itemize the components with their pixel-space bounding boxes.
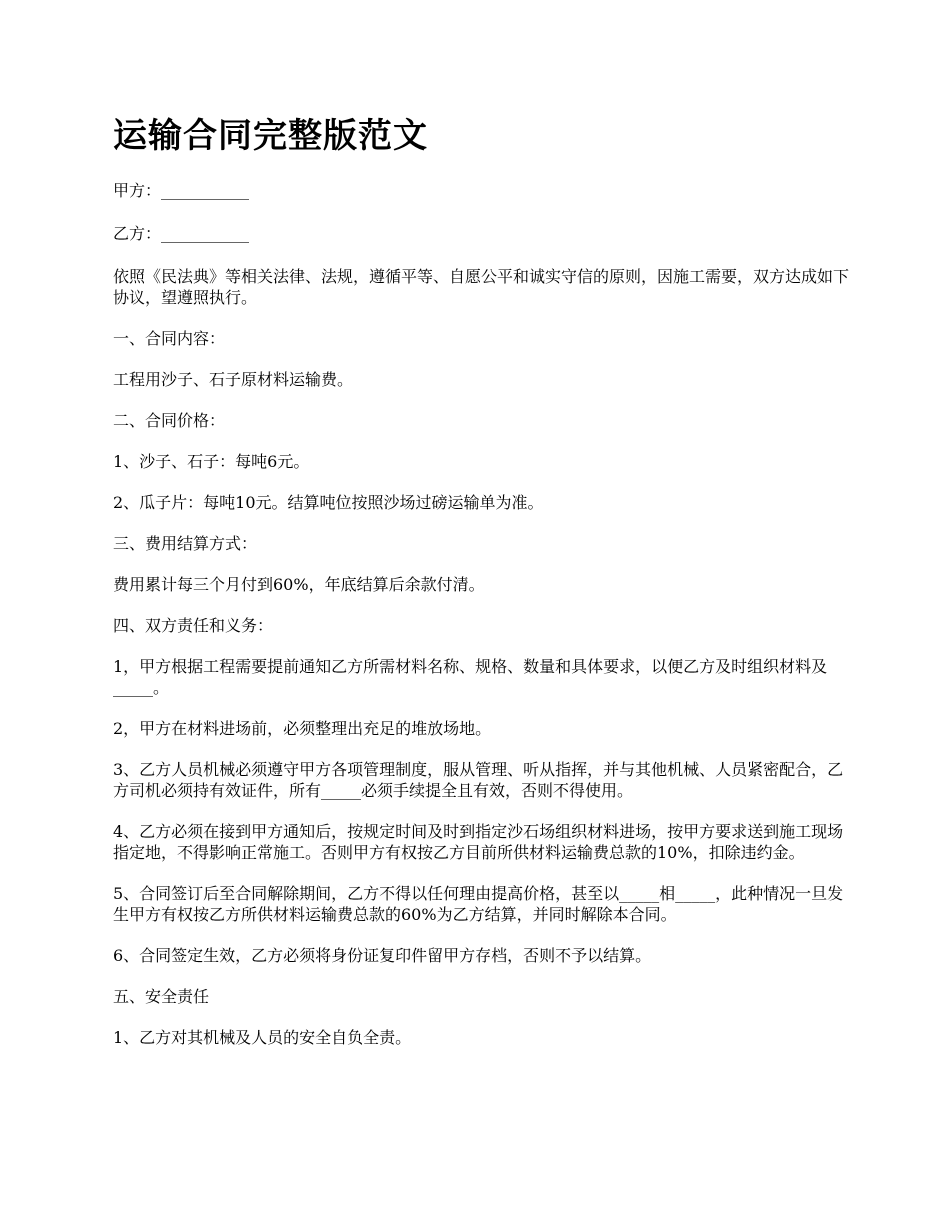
clause-price-1: 1、沙子、石子：每吨6元。 — [113, 452, 310, 471]
clause-responsibility-1: 1，甲方根据工程需要提前通知乙方所需材料名称、规格、数量和具体要求，以便乙方及时组织材料及_____。 — [113, 657, 828, 697]
clause-price-2: 2、瓜子片：每吨10元。结算吨位按照沙场过磅运输单为准。 — [113, 493, 544, 512]
clause-responsibility-6: 6、合同签定生效，乙方必须将身份证复印件留甲方存档，否则不予以结算。 — [113, 946, 652, 965]
document-title: 运输合同完整版范文 — [113, 116, 428, 156]
section-heading-responsibilities: 四、双方责任和义务： — [113, 616, 274, 635]
preamble-paragraph: 依照《民法典》等相关法律、法规，遵循平等、自愿公平和诚实守信的原则，因施工需要，双方达成如下协议，望遵照执行。 — [113, 267, 850, 307]
clause-responsibility-3: 3、乙方人员机械必须遵守甲方各项管理制度，服从管理、听从指挥，并与其他机械、人员紧密配合，乙方司机必须持有效证件，所有_____必须手续提全且有效，否则不得使用。 — [113, 760, 844, 800]
clause-safety-1: 1、乙方对其机械及人员的安全自负全责。 — [113, 1028, 412, 1047]
section-heading-settlement: 三、费用结算方式： — [113, 534, 258, 553]
paragraph-settlement: 费用累计每三个月付到60%，年底结算后余款付清。 — [113, 575, 485, 594]
clause-responsibility-5: 5、合同签订后至合同解除期间，乙方不得以任何理由提高价格，甚至以_____相_____，此种情况一旦发生甲方有权按乙方所供材料运输费总款的60%为乙方结算，并同时解除本合同。 — [113, 884, 844, 924]
party-b-line: 乙方：___________ — [113, 224, 250, 243]
section-heading-safety: 五、安全责任 — [113, 987, 210, 1006]
section-heading-contract-content: 一、合同内容： — [113, 329, 226, 348]
section-heading-contract-price: 二、合同价格： — [113, 411, 226, 430]
clause-responsibility-2: 2，甲方在材料进场前，必须整理出充足的堆放场地。 — [113, 719, 492, 738]
clause-responsibility-4: 4、乙方必须在接到甲方通知后，按规定时间及时到指定沙石场组织材料进场，按甲方要求送到施工现场指定地，不得影响正常施工。否则甲方有权按乙方目前所供材料运输费总款的10%，扣除违约金。 — [113, 822, 844, 862]
document-page — [113, 112, 853, 1068]
party-a-line: 甲方：___________ — [113, 181, 250, 200]
paragraph-contract-content: 工程用沙子、石子原材料运输费。 — [113, 370, 354, 389]
